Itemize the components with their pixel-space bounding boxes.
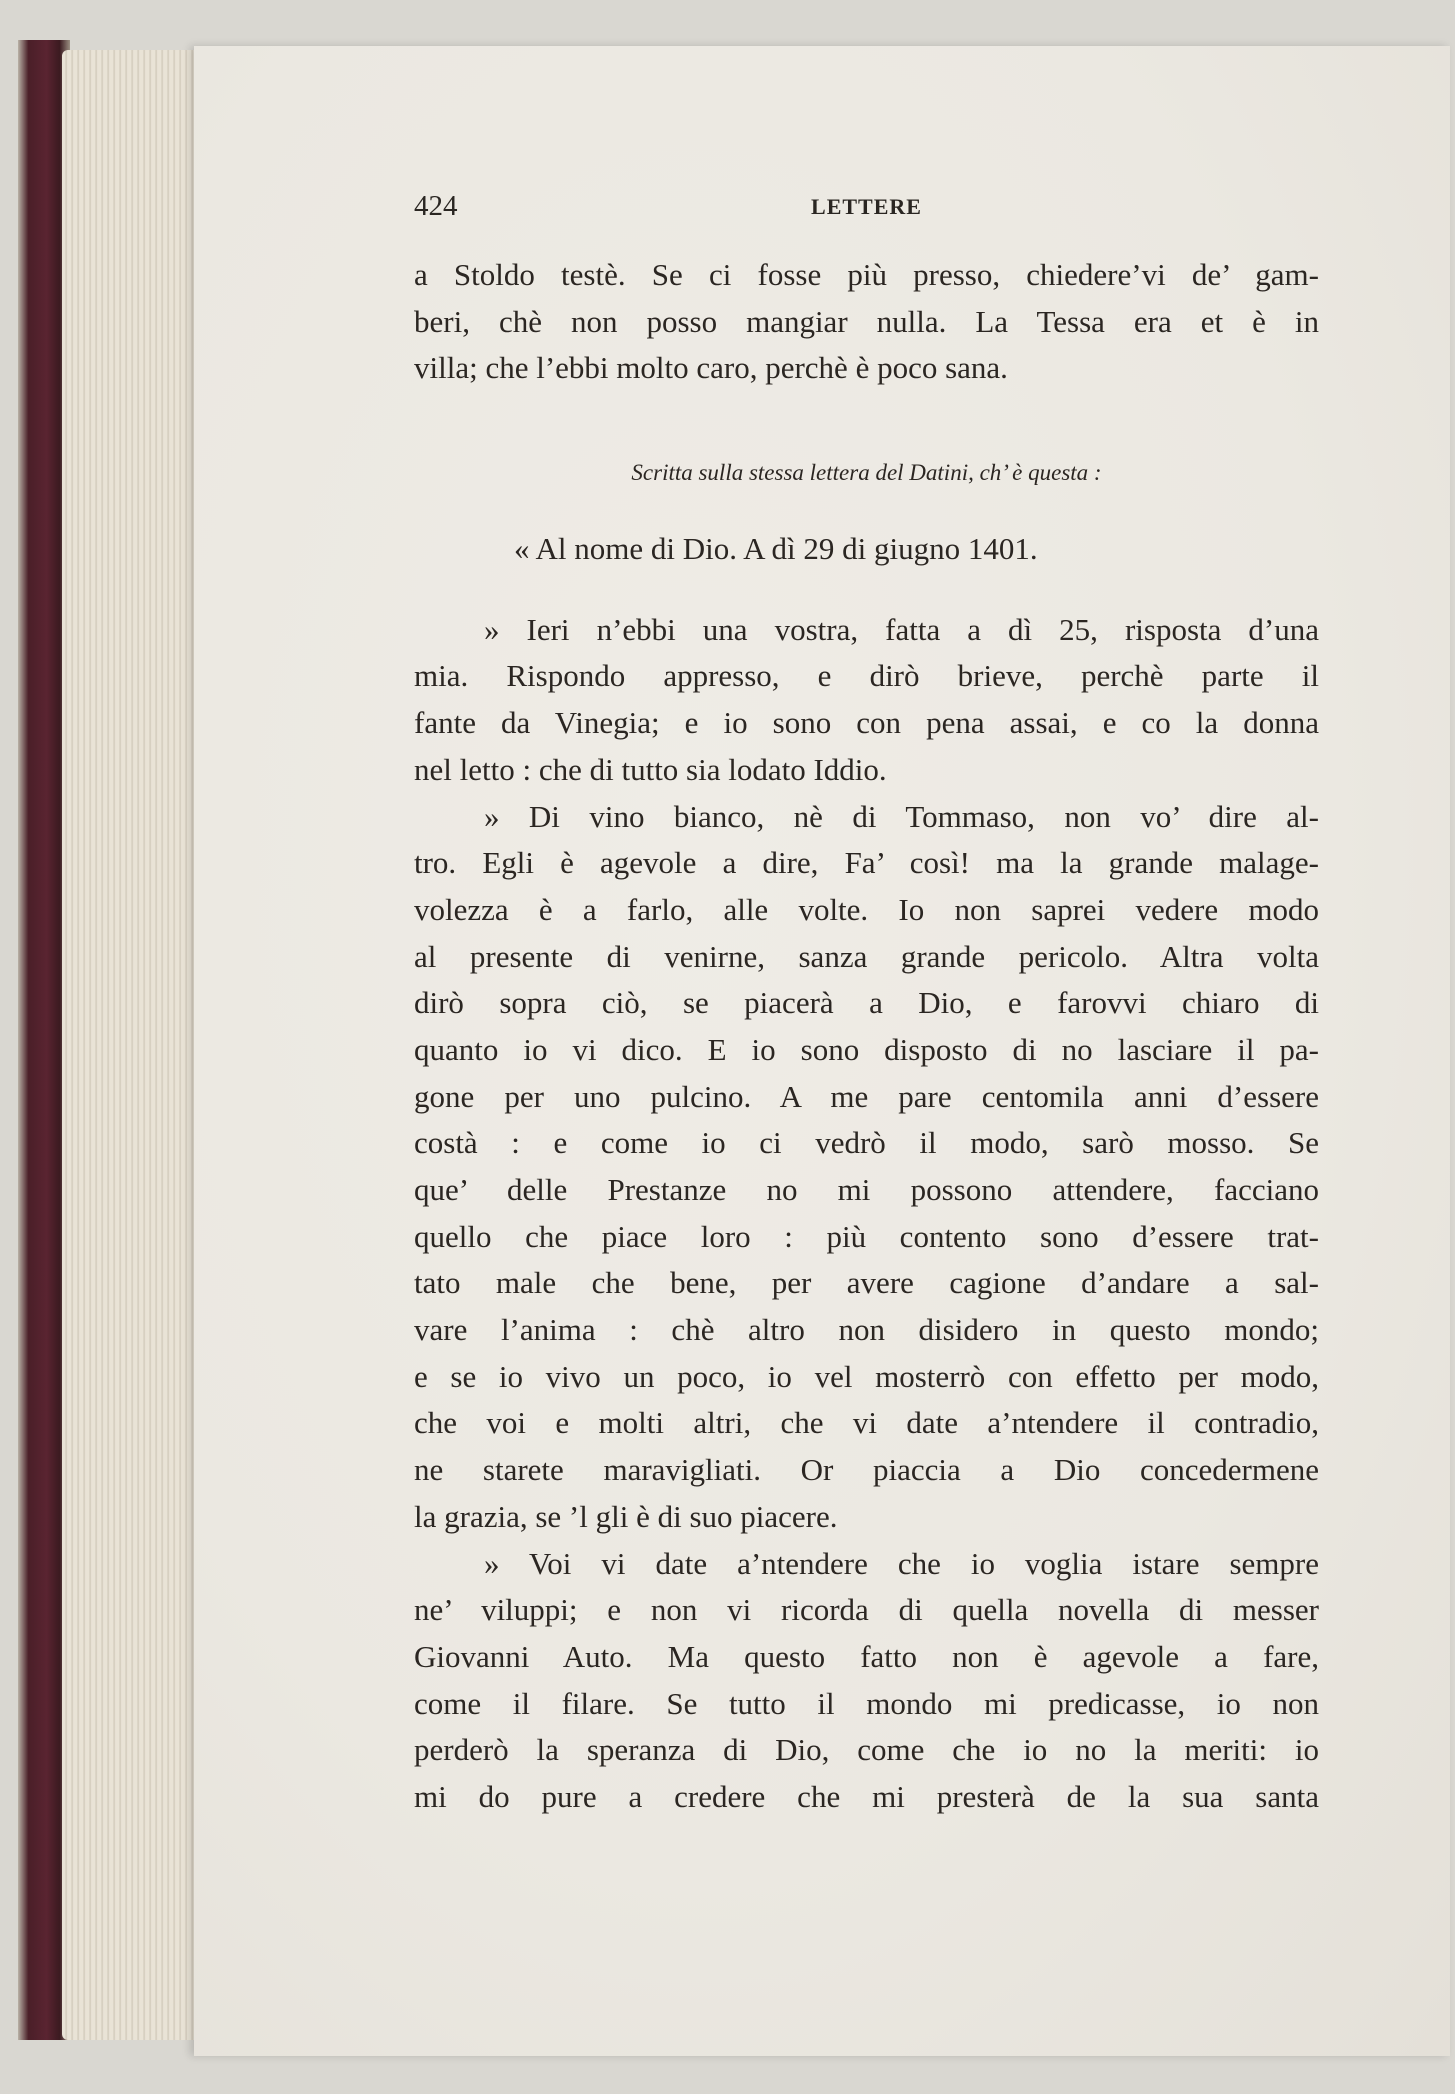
text-line: volezza è a farlo, alle volte. Io non saprei vedere modo — [414, 891, 1319, 927]
text-line: ne’ viluppi; e non vi ricorda di quella novella di messer — [414, 1592, 1319, 1628]
text-line: fante da Vinegia; e io sono con pena assai, e co la donna — [414, 705, 1319, 741]
page-edges — [62, 50, 202, 2040]
text-line: perderò la speranza di Dio, come che io no la meriti: io — [414, 1732, 1319, 1768]
text-line: beri, chè non posso mangiar nulla. La Tessa era et è in — [414, 303, 1319, 339]
paragraph — [414, 1541, 1319, 1821]
text-line: come il filare. Se tutto il mondo mi predicasse, io non — [414, 1685, 1319, 1721]
text-line: tato male che bene, per avere cagione d’andare a sal- — [414, 1265, 1319, 1301]
text-line: vare l’anima : chè altro non disidero in questo mondo; — [414, 1312, 1319, 1348]
text-line: gone per uno pulcino. A me pare centomila anni d’essere — [414, 1078, 1319, 1114]
text-line: dirò sopra ciò, se piacerà a Dio, e farovvi chiaro di — [414, 985, 1319, 1021]
text-line: » Ieri n’ebbi una vostra, fatta a dì 25, risposta d’una — [484, 611, 1319, 647]
text-line: a Stoldo testè. Se ci fosse più presso, chiedere’vi de’ gam- — [414, 257, 1319, 292]
text-line: e se io vivo un poco, io vel mosterrò con effetto per modo, — [414, 1358, 1319, 1394]
caption: Scritta sulla stessa lettera del Datini, ch’ è questa : — [631, 460, 1102, 486]
opening-paragraph — [414, 252, 1319, 392]
running-title: LETTERE — [811, 194, 922, 219]
text-line: que’ delle Prestanze no mi possono attendere, facciano — [414, 1172, 1319, 1207]
text-line: quello che piace loro : più contento sono d’essere trat- — [414, 1218, 1319, 1254]
text-line: mia. Rispondo appresso, e dirò brieve, perchè parte il — [414, 658, 1319, 694]
text-line: la grazia, se ’l gli è di suo piacere. — [414, 1498, 838, 1534]
page-number: 424 — [414, 190, 458, 222]
text-line: Giovanni Auto. Ma questo fatto non è agevole a fare, — [414, 1638, 1319, 1674]
text-line: che voi e molti altri, che vi date a’ntendere il contradio, — [414, 1405, 1319, 1441]
text-line: nel letto : che di tutto sia lodato Iddio. — [414, 751, 887, 787]
body-text — [414, 252, 1319, 1821]
text-line: quanto io vi dico. E io sono disposto di no lasciare il pa- — [414, 1031, 1319, 1067]
paragraph — [414, 607, 1319, 794]
text-line: al presente di venirne, sanza grande pericolo. Altra volta — [414, 938, 1319, 974]
paragraph — [414, 794, 1319, 1541]
text-line: mi do pure a credere che mi presterà de la sua santa — [414, 1778, 1319, 1814]
text-line: ne starete maravigliati. Or piaccia a Dio concedermene — [414, 1452, 1319, 1488]
letter-body — [414, 607, 1319, 1821]
text-line: villa; che l’ebbi molto caro, perchè è poco sana. — [414, 350, 1008, 386]
text-line: » Voi vi date a’ntendere che io voglia istare sempre — [484, 1545, 1319, 1581]
text-line: costà : e come io ci vedrò il modo, sarò mosso. Se — [414, 1125, 1319, 1161]
text-line: tro. Egli è agevole a dire, Fa’ così! ma la grande malage- — [414, 845, 1319, 881]
text-line: » Di vino bianco, nè di Tommaso, non vo’ dire al- — [484, 798, 1319, 834]
running-head — [414, 190, 1319, 230]
letter-heading: « Al nome di Dio. A dì 29 di giugno 1401. — [514, 531, 1038, 567]
